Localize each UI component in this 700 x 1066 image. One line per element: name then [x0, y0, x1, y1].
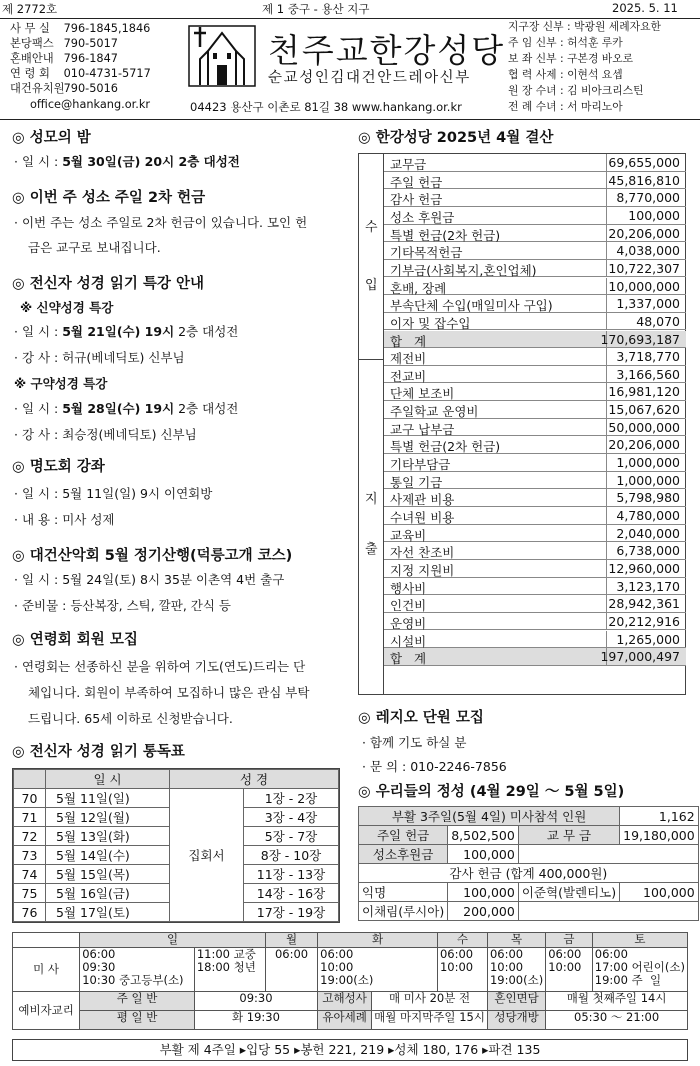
section-mary-night-title: ◎ 성모의 밤: [12, 130, 91, 146]
yeonryeong-line-1: · 연령회는 선종하신 분을 위하여 기도(연도)드리는 단: [14, 659, 306, 674]
catechumen-label: 예비자교리: [13, 992, 80, 1030]
myeongdo-date: · 일 시 : 5월 11일(일) 9시 이연회방: [14, 486, 213, 501]
mary-night-date: · 일 시 : 5월 30일(금) 20시 2층 대성전: [14, 154, 240, 169]
expense-label-cell: 지 출: [359, 360, 384, 694]
table-row: 70 5월 11일(일) 집회서 1장 - 2장: [14, 789, 339, 808]
finance-item-amount: 1,000,000: [616, 455, 680, 471]
mass-label: 미 사: [13, 948, 80, 992]
finance-item-amount: 1,265,000: [616, 631, 680, 647]
finance-total-row: [384, 648, 686, 666]
finance-item-name: 자선 찬조비: [390, 545, 455, 561]
mass-thu: 06:00 10:00 19:00(소): [487, 948, 545, 992]
section-bible-lecture-title: ◎ 전신자 성경 읽기 특강 안내: [12, 276, 204, 292]
finance-row: [384, 436, 686, 454]
district: 제 1 중구 - 용산 지구: [262, 2, 370, 16]
staff-5: 원 장 수녀 : 김 비아크리스틴: [508, 84, 644, 97]
hiking-items: · 준비물 : 등산복장, 스틱, 깔판, 간식 등: [14, 598, 231, 613]
issue-date: 2025. 5. 11: [612, 1, 678, 15]
sunday-class-label: 주 일 반: [80, 992, 195, 1011]
finance-item-amount: 170,693,187: [600, 331, 680, 347]
finance-row: [384, 578, 686, 596]
top-line: [0, 0, 700, 18]
finance-row: [384, 472, 686, 490]
mass-mon: 06:00: [265, 948, 317, 992]
gyomu-label: 교 무 금: [518, 826, 619, 845]
section-yeonryeong-title: ◎ 연령회 회원 모집: [12, 632, 138, 648]
vocation-donation-value: 100,000: [448, 845, 519, 864]
contact-fax: 본당팩스 790-5017: [10, 37, 118, 50]
finance-item-name: 이자 및 잡수입: [390, 315, 471, 331]
finance-item-name: 특별 헌금(2차 헌금): [390, 227, 501, 243]
contact-funeral: 연 령 회 010-4731-5717: [10, 67, 151, 80]
legio-contact: · 문 의 : 010-2246-7856: [362, 759, 507, 774]
finance-item-name: 시설비: [390, 633, 427, 649]
marriage-time: 매월 첫째주일 14시: [546, 992, 688, 1011]
finance-item-name: 주일학교 운영비: [390, 404, 479, 420]
finance-item-name: 기타목적헌금: [390, 245, 463, 261]
sunday-class-time: 09:30: [194, 992, 317, 1011]
finance-table: [358, 153, 686, 695]
finance-row: [384, 525, 686, 543]
donor-name: 익명: [359, 883, 448, 902]
weekday-class-time: 화 19:30: [194, 1011, 317, 1030]
legio-line-1: · 함께 기도 하실 분: [362, 735, 467, 750]
weekday-class-label: 평 일 반: [80, 1011, 195, 1030]
finance-item-name: 혼배, 장례: [390, 280, 447, 296]
finance-row: [384, 295, 686, 313]
mass-fri: 06:00 10:00: [546, 948, 593, 992]
finance-item-name: 사제관 비용: [390, 492, 455, 508]
contact-wedding: 혼배안내 796-1847: [10, 52, 118, 65]
attendance-label: 부활 3주일(5월 4일) 미사참석 인원: [359, 807, 620, 826]
sunday-offering-label: 주일 헌금: [359, 826, 448, 845]
finance-item-name: 수녀원 비용: [390, 510, 455, 525]
marriage-label: 혼인면담: [487, 992, 545, 1011]
mass-sun-1: 06:00 09:30 10:30 중고등부(소): [80, 948, 195, 992]
finance-item-amount: 1,337,000: [616, 296, 680, 312]
church-name: 천주교한강성당: [268, 31, 506, 70]
finance-item-name: 통일 기금: [390, 474, 443, 490]
finance-item-name: 합 계: [390, 333, 431, 349]
confession-label: 고해성사: [318, 992, 372, 1011]
finance-item-amount: 1,000,000: [616, 472, 680, 488]
finance-row: [384, 348, 686, 366]
finance-item-name: 특별 헌금(2차 헌금): [390, 439, 501, 455]
finance-row: [384, 631, 686, 649]
finance-item-amount: 4,038,000: [616, 243, 680, 259]
finance-item-name: 전교비: [390, 368, 427, 384]
contact-kindergarten: 대건유치원 790-5016: [10, 82, 118, 95]
finance-item-name: 기타부담금: [390, 457, 451, 473]
finance-row: [384, 260, 686, 278]
finance-item-name: 운영비: [390, 615, 427, 631]
day-fri: 금: [546, 933, 593, 948]
finance-row: [384, 401, 686, 419]
finance-row: [384, 278, 686, 296]
attendance-value: 1,162: [620, 807, 699, 826]
finance-item-amount: 8,770,000: [616, 190, 680, 206]
finance-item-amount: 10,000,000: [608, 278, 680, 294]
nt-lecture-title: ※ 신약성경 특강: [20, 300, 114, 315]
donor-amount: 100,000: [448, 883, 519, 902]
finance-item-amount: 197,000,497: [600, 649, 680, 665]
day-thu: 목: [487, 933, 545, 948]
table-row: 72 5월 13일(화) 5장 - 7장: [14, 827, 339, 846]
finance-row: [384, 242, 686, 260]
finance-item-amount: 12,960,000: [608, 560, 680, 576]
finance-item-amount: 28,942,361: [608, 596, 680, 612]
vocation-line-1: · 이번 주는 성소 주일로 2차 헌금이 있습니다. 모인 헌: [14, 215, 308, 230]
finance-row: [384, 613, 686, 631]
finance-row: [384, 454, 686, 472]
finance-item-amount: 2,040,000: [616, 525, 680, 541]
finance-item-name: 지정 지원비: [390, 562, 455, 578]
yeonryeong-line-3: 드립니다. 65세 이하로 신청받습니다.: [28, 711, 233, 726]
finance-item-amount: 10,722,307: [608, 260, 680, 276]
church-address: 04423 용산구 이촌로 81길 38 www.hankang.or.kr: [190, 100, 462, 114]
mass-schedule-table: [12, 932, 688, 1030]
finance-item-amount: 3,166,560: [616, 366, 680, 382]
donor-amount: 200,000: [448, 902, 519, 921]
confession-time: 매 미사 20분 전: [372, 992, 488, 1011]
masthead: [0, 18, 700, 120]
reading-book: 집회서: [170, 789, 244, 922]
table-row: 75 5월 16일(금) 14장 - 16장: [14, 884, 339, 903]
hiking-date: · 일 시 : 5월 24일(토) 8시 35분 이촌역 4번 출구: [14, 572, 285, 587]
day-tue: 화: [318, 933, 438, 948]
finance-row: [384, 225, 686, 243]
hymn-footer: 부활 제 4주일 ▸입당 55 ▸봉헌 221, 219 ▸성체 180, 176 ▸파견 135: [12, 1039, 688, 1061]
finance-item-amount: 20,206,000: [608, 225, 680, 241]
sunday-offering-value: 8,502,500: [448, 826, 519, 845]
donor-name: 이준혁(발렌티노): [518, 883, 619, 902]
finance-item-name: 교무금: [390, 157, 427, 172]
baptism-label: 유아세례: [318, 1011, 372, 1030]
finance-item-amount: 3,123,170: [616, 578, 680, 594]
staff-1: 지구장 신부 : 박광원 세례자요한: [508, 20, 661, 33]
day-wed: 수: [437, 933, 487, 948]
finance-row: [384, 595, 686, 613]
section-hiking-title: ◎ 대건산악회 5월 정기산행(덕릉고개 코스): [12, 548, 293, 564]
thanks-offering-label: 감사 헌금 (합계 400,000원): [359, 864, 699, 883]
finance-item-amount: 16,981,120: [608, 384, 680, 400]
finance-item-name: 교구 납부금: [390, 421, 455, 437]
finance-item-amount: 20,206,000: [608, 437, 680, 453]
offering-table: [358, 806, 695, 921]
nt-lecture-speaker: · 강 사 : 허규(베네딕토) 신부님: [14, 350, 185, 365]
finance-row: [384, 172, 686, 190]
finance-item-amount: 15,067,620: [608, 402, 680, 418]
finance-row: [384, 419, 686, 437]
mass-tue: 06:00 10:00 19:00(소): [318, 948, 438, 992]
finance-item-name: 단체 보조비: [390, 386, 455, 402]
income-label-cell: 수 입: [359, 154, 384, 360]
contact-office: 사 무 실 796-1845,1846: [10, 22, 151, 35]
finance-item-name: 주일 헌금: [390, 174, 443, 190]
finance-item-amount: 5,798,980: [616, 490, 680, 506]
vocation-line-2: 금은 교구로 보내집니다.: [28, 240, 161, 255]
table-row: 76 5월 17일(토) 17장 - 19장: [14, 903, 339, 922]
finance-row: [384, 189, 686, 207]
finance-item-amount: 50,000,000: [608, 419, 680, 435]
mass-wed: 06:00 10:00: [437, 948, 487, 992]
donor-amount: 100,000: [620, 883, 699, 902]
table-row: 71 5월 12일(월) 3장 - 4장: [14, 808, 339, 827]
church-open-label: 성당개방: [487, 1011, 545, 1030]
finance-item-amount: 20,212,916: [608, 613, 680, 629]
finance-item-name: 감사 헌금: [390, 192, 443, 208]
ot-lecture-date: · 일 시 : 5월 28일(수) 19시 2층 대성전: [14, 401, 239, 416]
mass-sat: 06:00 17:00 어린이(소) 19:00 주 일: [592, 948, 687, 992]
finance-item-name: 제전비: [390, 351, 427, 367]
nt-lecture-date: · 일 시 : 5월 21일(수) 19시 2층 대성전: [14, 324, 239, 339]
finance-row: [384, 507, 686, 525]
finance-item-amount: 45,816,810: [608, 172, 680, 188]
staff-3: 보 좌 신부 : 구본경 바오로: [508, 52, 634, 65]
finance-row: [384, 207, 686, 225]
staff-2: 주 임 신부 : 허석훈 루카: [508, 36, 623, 49]
finance-item-name: 행사비: [390, 580, 427, 596]
finance-item-name: 기부금(사회복지,혼인업체): [390, 262, 537, 278]
church-logo-icon: [188, 25, 256, 87]
finance-item-name: 성소 후원금: [390, 209, 455, 225]
finance-row: [384, 383, 686, 401]
finance-row: [384, 560, 686, 578]
section-reading-plan-title: ◎ 전신자 성경 읽기 통독표: [12, 744, 185, 760]
finance-item-name: 부속단체 수입(매일미사 구입): [390, 298, 553, 314]
section-legio-title: ◎ 레지오 단원 모집: [358, 710, 484, 726]
table-row: 74 5월 15일(목) 11장 - 13장: [14, 865, 339, 884]
finance-row: [384, 313, 686, 331]
finance-row: [384, 542, 686, 560]
finance-item-name: 합 계: [390, 651, 431, 667]
issue-number: 제 2772호: [2, 2, 58, 16]
mass-sun-2: 11:00 교중 18:00 청년: [194, 948, 265, 992]
finance-item-name: 교육비: [390, 527, 427, 543]
ot-lecture-title: ※ 구약성경 특강: [14, 376, 108, 391]
baptism-time: 매월 마지막주일 15시: [372, 1011, 488, 1030]
section-vocation-title: ◎ 이번 주 성소 주일 2차 헌금: [12, 190, 206, 206]
section-finance-title: ◎ 한강성당 2025년 4월 결산: [358, 130, 554, 146]
yeonryeong-line-2: 체입니다. 회원이 부족하여 모집하니 많은 관심 부탁: [28, 685, 310, 700]
section-myeongdo-title: ◎ 명도회 강좌: [12, 459, 105, 475]
finance-item-amount: 3,718,770: [616, 349, 680, 365]
section-offering-title: ◎ 우리들의 정성 (4월 29일 ～ 5월 5일): [358, 784, 625, 800]
church-patron: 순교성인김대건안드레아신부: [268, 70, 471, 86]
myeongdo-content: · 내 용 : 미사 성제: [14, 512, 115, 527]
table-row: 73 5월 14일(수) 8장 - 10장: [14, 846, 339, 865]
ot-lecture-speaker: · 강 사 : 최승정(베네딕토) 신부님: [14, 427, 197, 442]
staff-4: 협 력 사제 : 이현석 요셉: [508, 68, 623, 81]
finance-item-amount: 48,070: [636, 313, 680, 329]
church-open-time: 05:30 ～ 21:00: [546, 1011, 688, 1030]
staff-6: 전 례 수녀 : 서 마리노아: [508, 100, 623, 113]
finance-item-amount: 6,738,000: [616, 543, 680, 559]
reading-header-book: 성 경: [170, 770, 339, 789]
reading-header-date: 일 시: [46, 770, 170, 789]
finance-item-name: 인건비: [390, 598, 427, 614]
finance-row: [384, 489, 686, 507]
finance-item-amount: 4,780,000: [616, 508, 680, 523]
finance-row: [384, 154, 686, 172]
reading-plan-table: [12, 768, 340, 923]
day-mon: 월: [265, 933, 317, 948]
day-sun: 일: [80, 933, 266, 948]
finance-row: [384, 366, 686, 384]
finance-item-amount: 69,655,000: [608, 155, 680, 170]
donor-name: 이채림(루시아): [359, 902, 448, 921]
day-sat: 토: [592, 933, 687, 948]
email[interactable]: office@hankang.or.kr: [30, 98, 151, 111]
vocation-donation-label: 성소후원금: [359, 845, 448, 864]
finance-item-amount: 100,000: [628, 207, 680, 223]
gyomu-value: 19,180,000: [620, 826, 699, 845]
finance-total-row: [384, 331, 686, 349]
